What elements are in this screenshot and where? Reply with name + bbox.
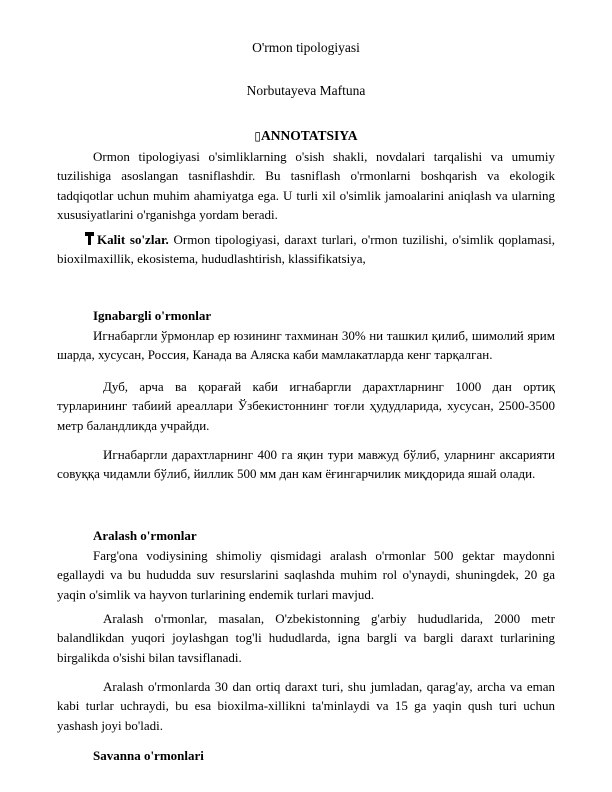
section-paragraph: Дуб, арча ва қорағай каби игнабаргли дарахтларнинг 1000 дан ортиқ турларининг табиий ареаллари Ўзбекистоннинг тоғли ҳудудларида, хусусан, 2500-3500 метр баландликда учрайди. <box>57 379 555 433</box>
annotation-text: Ormon tipologiyasi o'simliklarning o'sish shakli, novdalari tarqalishi va umumiy tuzilishiga asoslangan tasniflashdir. Bu tasniflash o'rmonlarni boshqarish va ekologik tadqiqotlar uchun muhim ahamiyatga ega. U turli xil o'simlik jamoalarini aniqlash va ularning xususiyatlarini o'rganishga yordam beradi. <box>57 149 555 223</box>
author-name: Norbutayeva Maftuna <box>246 83 366 98</box>
document-title: O'rmon tipologiyasi <box>252 40 360 55</box>
section-paragraph: Aralash o'rmonlarda 30 dan ortiq daraxt turi, shu jumladan, qarag'ay, archa va eman kabi turlar uchraydi, bu esa bioxilma-xillikni ta'minlaydi va 15 ga yaqin qush turi uchun yashash joyi bo'ladi. <box>57 679 555 733</box>
section-heading: Aralash o'rmonlar <box>93 528 197 543</box>
annotation-heading-text: ANNOTATSIYA <box>261 128 358 143</box>
keywords-paragraph <box>57 230 555 269</box>
section-heading: Ignabargli o'rmonlar <box>93 308 212 323</box>
section-heading: Savanna o'rmonlari <box>93 748 204 763</box>
keywords-label: Kalit so'zlar. <box>97 232 169 247</box>
section-paragraph: Farg'ona vodiysining shimoliy qismidagi aralash o'rmonlar 500 gektar maydonni egallaydi va bu hududda suv resurslarini saqlashda muhim rol o'ynaydi, shuningdek, 20 ga yaqin o'simlik va hayvon turlarining endemik turlari mavjud. <box>57 548 555 602</box>
keywords-text: Ormon tipologiyasi, daraxt turlari, o'rmon tuzilishi, o'simlik qoplamasi, bioxilmaxillik, ekosistema, hududlashtirish, klassifikatsiya, <box>57 232 556 267</box>
pin-icon <box>85 232 94 245</box>
box-glyph-icon: ▯ <box>254 129 262 143</box>
section-paragraph: Aralash o'rmonlar, masalan, O'zbekistonning g'arbiy hududlarida, 2000 metr balandlikdan yuqori joylashgan tog'li hududlarda, igna bargli va bargli daraxt turlarining birgalikda o'sishi bilan tavsiflanadi. <box>57 611 555 665</box>
section-paragraph: Игнабаргли ўрмонлар ер юзининг тахминан 30% ни ташкил қилиб, шимолий ярим шарда, хусусан, Россия, Канада ва Аляска каби мамлакатларда кенг тарқалган. <box>57 328 555 363</box>
section-paragraph: Игнабаргли дарахтларнинг 400 га яқин тури мавжуд бўлиб, уларнинг аксарияти совуққа чидамли бўлиб, йиллик 500 мм дан кам ёғингарчилик миқдорида яшай олади. <box>57 447 555 482</box>
annotation-heading <box>0 128 612 144</box>
